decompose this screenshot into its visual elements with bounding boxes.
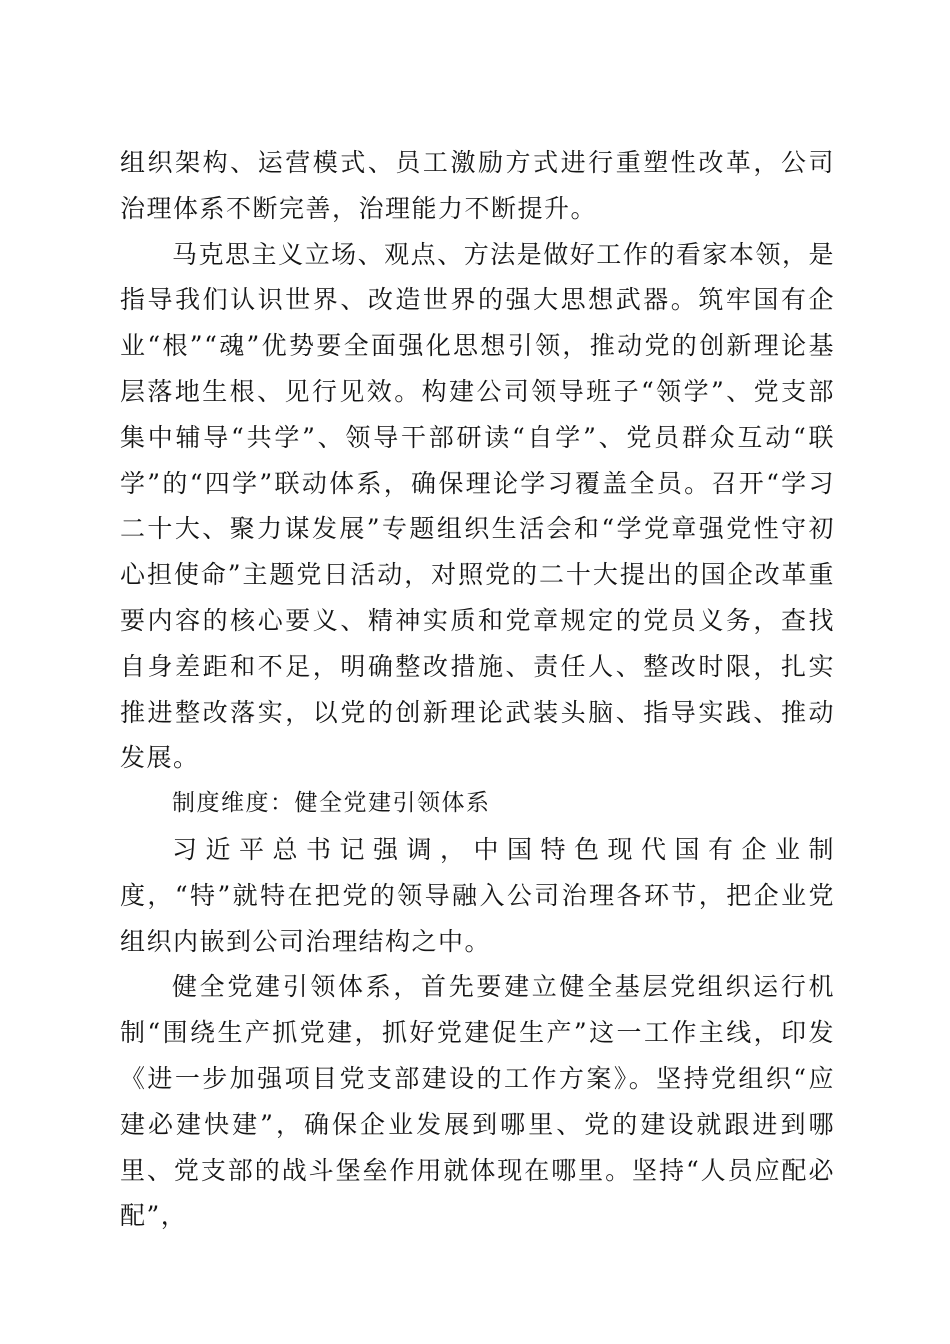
document-body (120, 140, 835, 1239)
paragraph-continuation: 组织架构、运营模式、员工激励方式进行重塑性改革，公司治理体系不断完善，治理能力不断提升。 (120, 148, 835, 223)
section-heading: 制度维度：健全党建引领体系 (172, 790, 491, 817)
paragraph-theory-study: 马克思主义立场、观点、方法是做好工作的看家本领，是指导我们认识世界、改造世界的强大思想武器。筑牢国有企业“根”“魂”优势要全面强化思想引领，推动党的创新理论基层落地生根、见行见效。构建公司领导班子“领学”、党支部集中辅导“共学”、领导干部研读“自学”、党员群众互动“联学”的“四学”联动体系，确保理论学习覆盖全员。召开“学习二十大、聚力谋发展”专题组织生活会和“学党章强党性守初心担使命”主题党日活动，对照党的二十大提出的国企改革重要内容的核心要义、精神实质和党章规定的党员义务，查找自身差距和不足，明确整改措施、责任人、整改时限，扎实推进整改落实，以党的创新理论武装头脑、指导实践、推动发展。 (120, 239, 835, 773)
paragraph-party-building: 健全党建引领体系，首先要建立健全基层党组织运行机制“围绕生产抓党建，抓好党建促生产”这一工作主线，印发《进一步加强项目党支部建设的工作方案》。坚持党组织“应建必建快建”，确保企业发展到哪里、党的建设就跟进到哪里、党支部的战斗堡垒作用就体现在哪里。坚持“人员应配必配”， (120, 972, 835, 1231)
paragraph-quote: 习近平总书记强调，中国特色现代国有企业制度，“特”就特在把党的领导融入公司治理各环节，把企业党组织内嵌到公司治理结构之中。 (120, 834, 835, 956)
